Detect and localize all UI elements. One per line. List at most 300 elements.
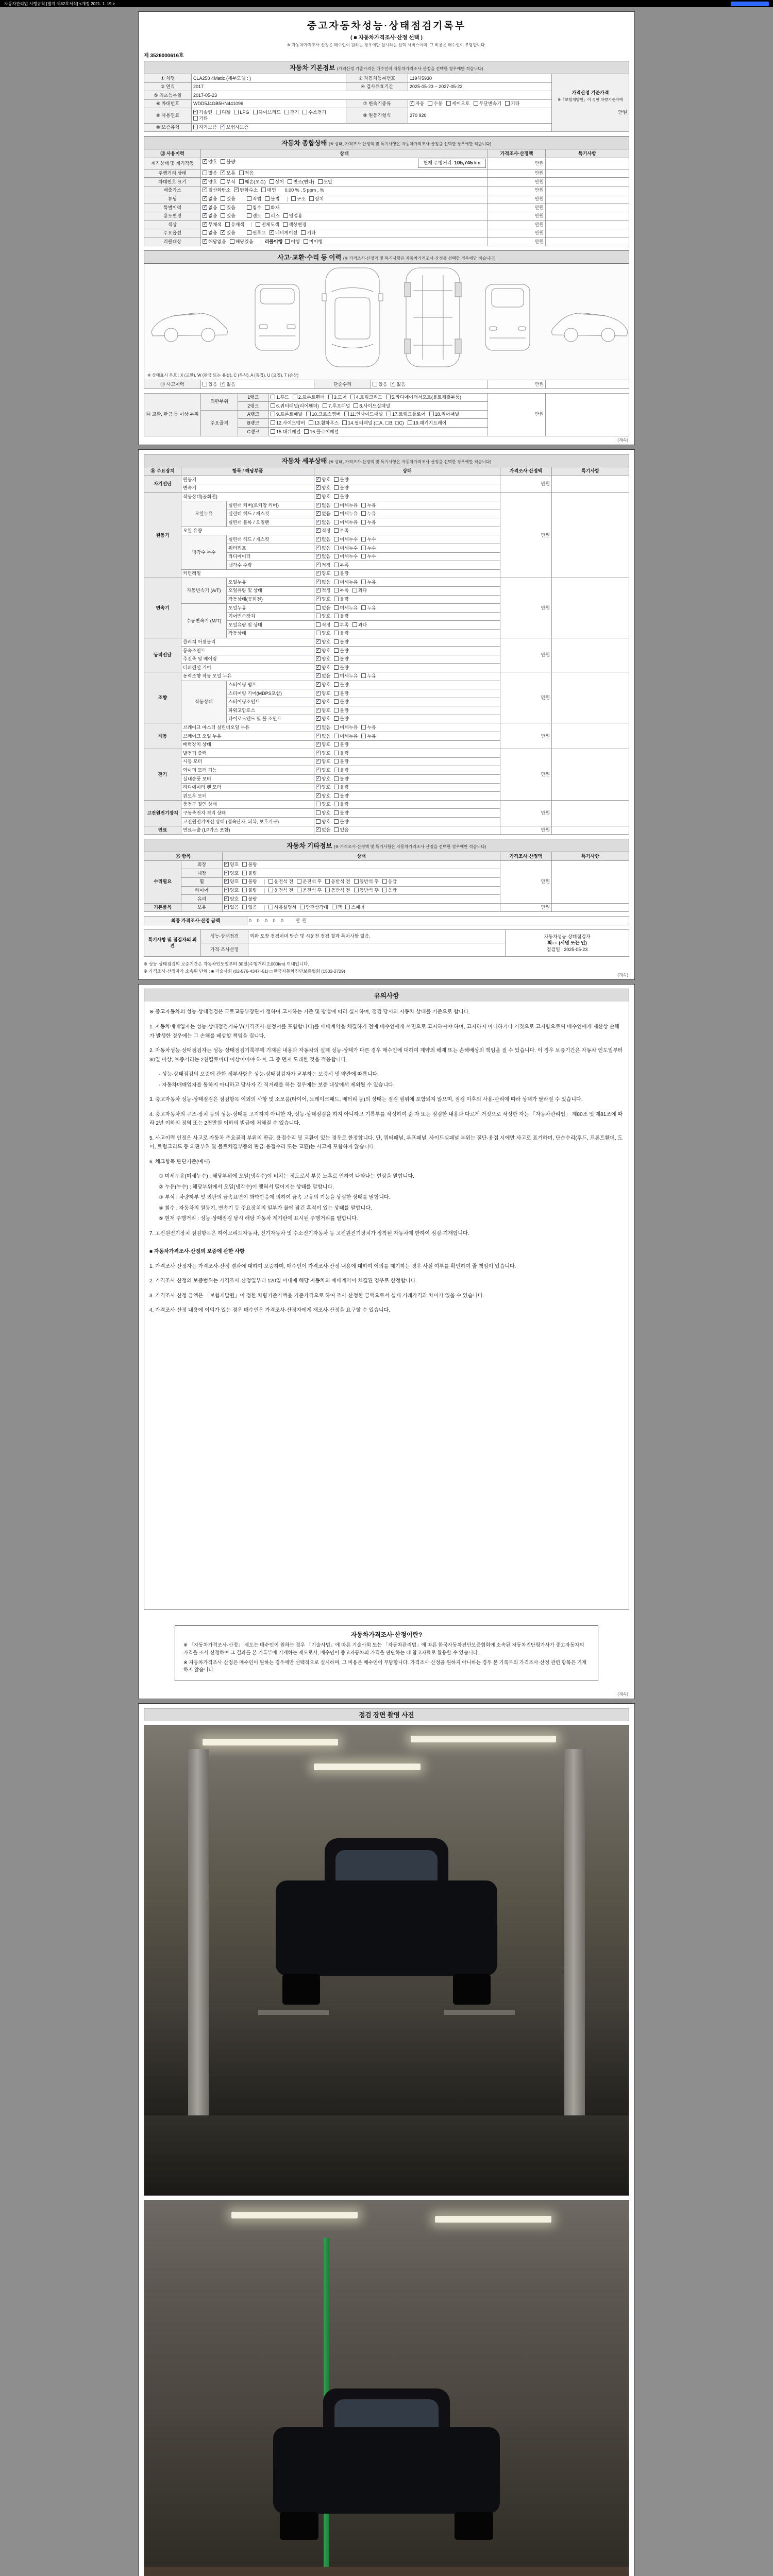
checkbox[interactable] [334,768,339,772]
opt-양호[interactable] [316,802,330,807]
checkbox[interactable] [391,382,395,386]
opt-불량[interactable] [334,477,348,482]
opt-9.프론트패널[interactable] [271,412,303,417]
checkbox[interactable] [225,222,230,227]
checkbox[interactable] [316,503,321,507]
checkbox[interactable] [334,546,339,550]
opt-동반석 후[interactable] [354,879,379,884]
checkbox[interactable] [334,751,339,755]
opt-있음[interactable] [221,196,235,201]
checkbox[interactable] [221,213,225,218]
checkbox[interactable] [316,588,321,592]
checkbox[interactable] [361,520,366,524]
checkbox[interactable] [239,179,244,184]
opt-양호[interactable] [316,639,330,645]
checkbox[interactable] [304,429,309,434]
opt-적정[interactable] [316,588,330,593]
opt-리스[interactable] [265,213,279,218]
opt-변조(변타)[interactable] [288,179,314,184]
opt-불량[interactable] [334,768,348,773]
checkbox[interactable] [334,554,339,558]
opt-없음[interactable] [203,230,217,235]
opt-양호[interactable] [316,571,330,576]
checkbox[interactable] [224,905,229,909]
checkbox[interactable] [361,546,366,550]
opt-미세누수[interactable] [334,554,358,559]
checkbox[interactable] [216,110,221,114]
opt-없음[interactable] [221,382,235,387]
opt-양호[interactable] [224,871,239,876]
opt-훼손(오손)[interactable] [239,179,266,184]
checkbox[interactable] [316,768,321,772]
opt-불량[interactable] [334,648,348,653]
opt-양호[interactable] [316,699,330,704]
opt-부족[interactable] [334,622,348,628]
opt-불량[interactable] [334,691,348,696]
checkbox[interactable] [256,222,260,227]
checkbox[interactable] [334,656,339,661]
checkbox[interactable] [316,716,321,721]
checkbox[interactable] [334,699,339,704]
opt-부족[interactable] [334,588,348,593]
opt-미세누유[interactable] [334,673,358,679]
opt-16.플로어패널[interactable] [304,429,339,434]
checkbox[interactable] [325,879,330,884]
opt-동반석 후[interactable] [354,888,379,893]
opt-영업용[interactable] [283,213,303,218]
opt-운전석 후[interactable] [297,879,322,884]
opt-양호[interactable] [316,656,330,662]
checkbox[interactable] [268,888,273,892]
opt-누수[interactable] [361,554,376,559]
checkbox[interactable] [316,691,321,696]
checkbox[interactable] [382,879,387,884]
checkbox[interactable] [283,213,288,218]
checkbox[interactable] [242,888,247,892]
checkbox[interactable] [316,751,321,755]
opt-불량[interactable] [334,656,348,662]
checkbox[interactable] [361,554,366,558]
opt-누유[interactable] [361,725,376,730]
checkbox[interactable] [334,716,339,721]
checkbox[interactable] [318,179,323,184]
checkbox[interactable] [309,196,314,201]
checkbox[interactable] [316,656,321,661]
checkbox[interactable] [361,673,366,678]
checkbox[interactable] [316,494,321,499]
checkbox[interactable] [316,597,321,601]
opt-있음[interactable] [221,213,235,218]
opt-사용설명서[interactable] [268,905,296,910]
opt-없음[interactable] [316,580,330,585]
opt-미세누수[interactable] [334,546,358,551]
checkbox[interactable] [334,631,339,635]
checkbox[interactable] [270,179,274,184]
checkbox[interactable] [261,188,266,192]
checkbox[interactable] [334,759,339,764]
checkbox[interactable] [316,742,321,747]
checkbox[interactable] [361,511,366,516]
checkbox[interactable] [224,879,229,884]
checkbox[interactable] [354,879,359,884]
opt-불량[interactable] [242,871,257,876]
opt-양호[interactable] [316,477,330,482]
opt-불량[interactable] [242,879,257,884]
opt-침수[interactable] [247,205,261,210]
opt-불량[interactable] [334,665,348,670]
checkbox[interactable] [203,171,207,175]
opt-양호[interactable] [316,614,330,619]
opt-수동[interactable] [428,101,442,106]
checkbox[interactable] [300,905,305,909]
checkbox[interactable] [354,888,359,892]
opt-5.라디에이터서포트(볼트체결부품)[interactable] [386,395,461,400]
opt-디젤[interactable] [216,110,230,115]
checkbox[interactable] [221,230,225,235]
checkbox[interactable] [230,239,234,244]
opt-미세누유[interactable] [334,605,358,611]
opt-누유[interactable] [361,605,376,611]
checkbox[interactable] [203,205,207,210]
opt-양호[interactable] [203,179,217,184]
checkbox[interactable] [334,776,339,781]
checkbox[interactable] [221,382,225,386]
opt-부족[interactable] [334,563,348,568]
checkbox[interactable] [446,101,451,106]
opt-네비게이션[interactable] [270,230,297,235]
opt-3.도어[interactable] [328,395,347,400]
checkbox[interactable] [316,827,321,832]
opt-부족[interactable] [334,528,348,533]
checkbox[interactable] [193,116,198,121]
opt-양호[interactable] [224,888,239,893]
checkbox[interactable] [316,665,321,670]
opt-미세누유[interactable] [334,511,358,516]
opt-부식[interactable] [221,179,235,184]
checkbox[interactable] [270,230,274,235]
opt-누유[interactable] [361,511,376,516]
checkbox[interactable] [265,213,270,218]
checkbox[interactable] [334,494,339,499]
checkbox[interactable] [242,896,247,901]
checkbox[interactable] [284,110,289,114]
checkbox[interactable] [242,862,247,867]
checkbox[interactable] [253,110,258,114]
opt-양호[interactable] [316,742,330,747]
opt-있음[interactable] [334,827,348,833]
opt-불량[interactable] [334,819,348,824]
checkbox[interactable] [334,563,339,567]
opt-없음[interactable] [316,725,330,730]
checkbox[interactable] [193,110,198,114]
checkbox[interactable] [386,412,391,416]
checkbox[interactable] [352,588,357,592]
checkbox[interactable] [334,793,339,798]
opt-적음[interactable] [239,171,254,176]
checkbox[interactable] [505,101,510,106]
checkbox[interactable] [203,159,207,164]
opt-불량[interactable] [334,810,348,816]
checkbox[interactable] [297,888,301,892]
checkbox[interactable] [234,188,239,192]
checkbox[interactable] [334,605,339,610]
checkbox[interactable] [271,395,275,399]
opt-미세누유[interactable] [334,520,358,525]
checkbox[interactable] [334,477,339,482]
checkbox[interactable] [316,571,321,575]
opt-과다[interactable] [352,622,367,628]
checkbox[interactable] [316,802,321,806]
opt-누유[interactable] [361,503,376,508]
opt-렌트[interactable] [247,213,261,218]
checkbox[interactable] [428,101,432,106]
opt-양호[interactable] [203,159,217,164]
checkbox[interactable] [334,571,339,575]
checkbox[interactable] [283,222,288,227]
opt-없음[interactable] [316,546,330,551]
checkbox[interactable] [373,382,377,386]
opt-양호[interactable] [316,776,330,782]
opt-불량[interactable] [221,159,235,164]
opt-불량[interactable] [242,888,257,893]
checkbox[interactable] [316,580,321,584]
opt-있음[interactable] [221,205,235,210]
opt-적법[interactable] [247,196,261,201]
opt-도말[interactable] [318,179,332,184]
opt-양호[interactable] [316,785,330,790]
opt-구조[interactable] [291,196,306,201]
checkbox[interactable] [271,429,275,434]
opt-불량[interactable] [334,485,348,490]
opt-양호[interactable] [316,810,330,816]
opt-불량[interactable] [334,614,348,619]
checkbox[interactable] [301,230,306,235]
opt-화재[interactable] [265,205,279,210]
opt-7.루프패널[interactable] [323,403,350,409]
checkbox[interactable] [316,819,321,824]
opt-양호[interactable] [316,682,330,687]
opt-전기[interactable] [284,110,299,115]
opt-양호[interactable] [224,896,239,902]
opt-불량[interactable] [334,631,348,636]
opt-운전석 전[interactable] [268,888,293,893]
checkbox[interactable] [265,196,270,201]
opt-있음[interactable] [221,230,235,235]
checkbox[interactable] [316,622,321,627]
checkbox[interactable] [316,485,321,490]
checkbox[interactable] [247,230,251,235]
checkbox[interactable] [334,673,339,678]
checkbox[interactable] [334,537,339,541]
opt-양호[interactable] [316,716,330,721]
opt-없음[interactable] [316,605,330,611]
checkbox[interactable] [297,879,301,884]
opt-과다[interactable] [352,588,367,593]
opt-미세누유[interactable] [334,503,358,508]
checkbox[interactable] [316,725,321,730]
checkbox[interactable] [224,888,229,892]
checkbox[interactable] [316,563,321,567]
opt-1.후드[interactable] [271,395,289,400]
opt-불량[interactable] [334,494,348,499]
opt-양호[interactable] [316,597,330,602]
opt-15.대쉬패널[interactable] [271,429,300,434]
opt-양호[interactable] [224,879,239,884]
checkbox[interactable] [334,520,339,524]
checkbox[interactable] [303,110,307,114]
checkbox[interactable] [234,110,239,114]
checkbox[interactable] [325,888,330,892]
opt-양호[interactable] [316,631,330,636]
checkbox[interactable] [316,546,321,550]
opt-하이브리드[interactable] [253,110,281,115]
opt-누수[interactable] [361,537,376,542]
checkbox[interactable] [361,734,366,738]
opt-미세누유[interactable] [334,725,358,730]
checkbox[interactable] [408,420,412,425]
opt-없음[interactable] [316,827,330,833]
opt-양호[interactable] [316,759,330,764]
checkbox[interactable] [316,682,321,687]
checkbox[interactable] [334,785,339,789]
opt-양호[interactable] [316,819,330,824]
checkbox[interactable] [334,614,339,618]
opt-미세누수[interactable] [334,537,358,542]
opt-응급[interactable] [382,888,397,893]
opt-양호[interactable] [316,793,330,799]
checkbox[interactable] [316,785,321,789]
opt-불량[interactable] [334,682,348,687]
opt-없음[interactable] [316,734,330,739]
checkbox[interactable] [221,205,225,210]
checkbox[interactable] [410,101,414,106]
opt-이행[interactable] [285,239,299,244]
opt-적정[interactable] [316,563,330,568]
checkbox[interactable] [203,230,207,235]
opt-해당없음[interactable] [203,239,226,244]
checkbox[interactable] [285,239,290,244]
checkbox[interactable] [350,395,355,399]
opt-있음[interactable] [203,382,217,387]
checkbox[interactable] [361,605,366,610]
checkbox[interactable] [316,511,321,516]
opt-불량[interactable] [334,742,348,747]
opt-14.필러패널 (☐A, ☐B, ☐C)[interactable] [342,420,404,426]
opt-기타[interactable] [193,116,208,121]
opt-보통[interactable] [221,171,235,176]
opt-많음[interactable] [203,171,217,176]
opt-기타[interactable] [505,101,519,106]
checkbox[interactable] [221,159,225,164]
checkbox[interactable] [334,734,339,738]
checkbox[interactable] [268,879,273,884]
checkbox[interactable] [291,196,296,201]
checkbox[interactable] [304,239,308,244]
checkbox[interactable] [316,793,321,798]
opt-운전석 후[interactable] [297,888,322,893]
checkbox[interactable] [293,395,297,399]
checkbox[interactable] [361,537,366,541]
opt-6.쿼터패널(리어휀더)[interactable] [271,403,319,409]
checkbox[interactable] [316,520,321,524]
opt-불량[interactable] [334,751,348,756]
opt-응급[interactable] [382,879,397,884]
checkbox[interactable] [242,879,247,884]
checkbox[interactable] [247,196,251,201]
checkbox[interactable] [309,420,313,425]
checkbox[interactable] [203,382,207,386]
opt-없음[interactable] [316,511,330,516]
checkbox[interactable] [429,412,434,416]
opt-8.사이드실패널[interactable] [354,403,390,409]
opt-누유[interactable] [361,580,376,585]
opt-없음[interactable] [316,503,330,508]
checkbox[interactable] [344,412,349,416]
checkbox[interactable] [316,810,321,815]
opt-불량[interactable] [334,597,348,602]
checkbox[interactable] [242,905,247,909]
checkbox[interactable] [474,101,478,106]
checkbox[interactable] [334,485,339,490]
checkbox[interactable] [334,827,339,832]
checkbox[interactable] [334,725,339,730]
opt-4.트렁크리드[interactable] [350,395,382,400]
checkbox[interactable] [334,665,339,670]
checkbox[interactable] [334,708,339,713]
opt-양호[interactable] [316,708,330,713]
browser-chip[interactable] [731,2,769,6]
opt-수소전기[interactable] [303,110,326,115]
checkbox[interactable] [323,403,327,408]
checkbox[interactable] [268,905,273,909]
checkbox[interactable] [382,888,387,892]
checkbox[interactable] [203,222,207,227]
opt-양호[interactable] [316,665,330,670]
opt-불량[interactable] [334,639,348,645]
checkbox[interactable] [316,528,321,533]
opt-2.프론트휀더[interactable] [293,395,325,400]
checkbox[interactable] [203,239,207,244]
opt-색상변경[interactable] [283,222,307,227]
checkbox[interactable] [345,905,350,909]
checkbox[interactable] [203,213,207,218]
checkbox[interactable] [334,580,339,584]
opt-일산화탄소[interactable] [203,188,230,193]
opt-양호[interactable] [316,691,330,696]
checkbox[interactable] [334,511,339,516]
opt-동반석 전[interactable] [325,888,350,893]
checkbox[interactable] [271,420,275,425]
checkbox[interactable] [361,503,366,507]
opt-불량[interactable] [334,793,348,799]
opt-해당있음[interactable] [230,239,254,244]
checkbox[interactable] [316,477,321,482]
opt-없음[interactable] [203,196,217,201]
opt-12.사이드멤버[interactable] [271,420,305,426]
opt-무단변속기[interactable] [474,101,501,106]
checkbox[interactable] [203,188,207,192]
checkbox[interactable] [334,528,339,533]
checkbox[interactable] [334,648,339,653]
opt-없음[interactable] [203,205,217,210]
opt-가솔린[interactable] [193,110,212,115]
opt-양호[interactable] [316,494,330,499]
opt-없음[interactable] [242,905,257,910]
checkbox[interactable] [265,205,270,210]
opt-11.인사이드패널[interactable] [344,412,383,417]
checkbox[interactable] [316,554,321,558]
checkbox[interactable] [354,403,358,408]
